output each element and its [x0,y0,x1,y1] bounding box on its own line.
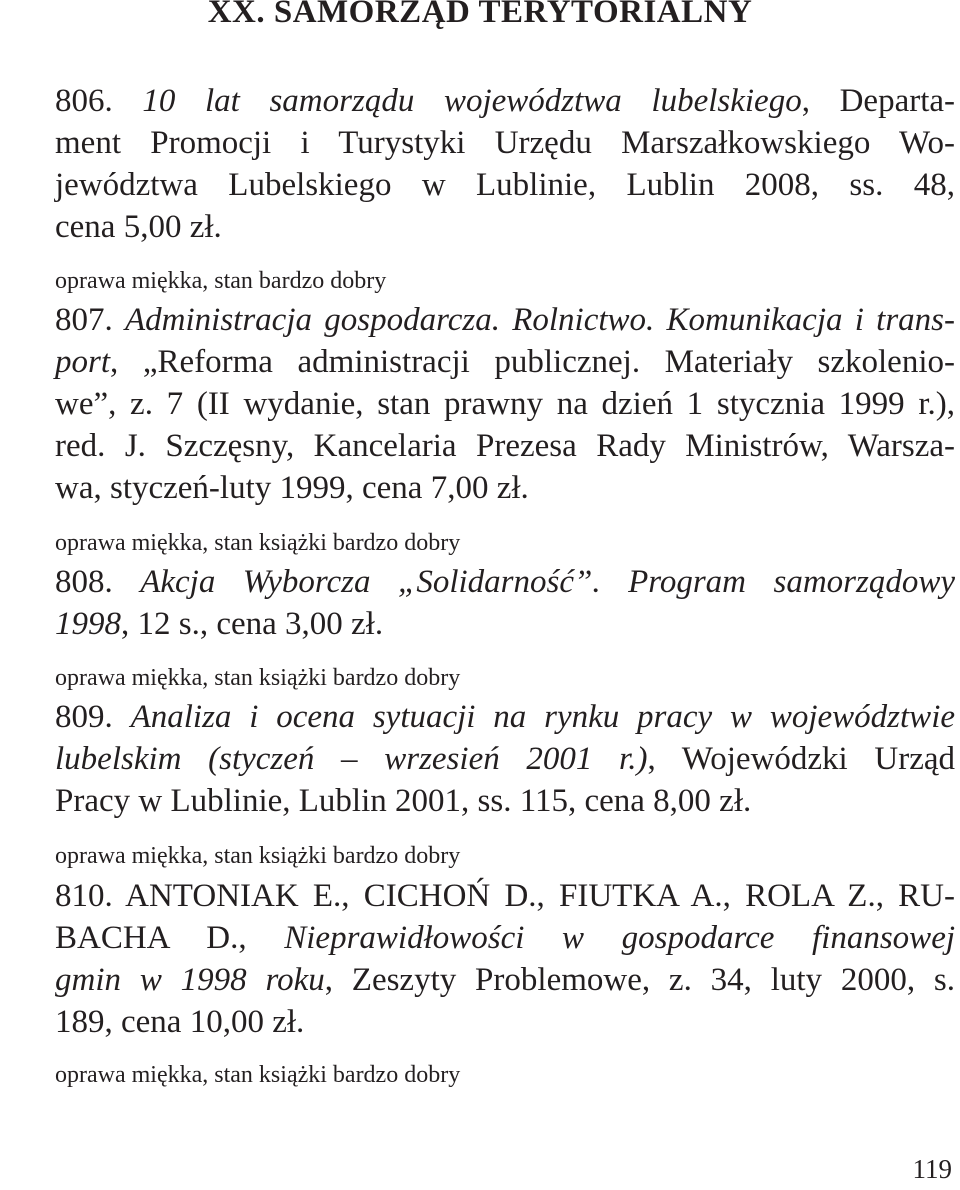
entry-806-line [55,206,955,248]
entry-text: BACHA D. [55,920,239,956]
entry-text: ment Promocji i Turystyki Urzędu Marszałkowskiego Wo- [55,125,955,161]
entry-title-text: gmin w 1998 roku [55,962,325,998]
entry-808-line [55,561,955,603]
entry-title-text: port [55,344,111,380]
entry-806-line [55,122,955,164]
entry-text: , 12 s., cena 3,00 zł. [121,606,384,642]
entry-807-line [55,383,955,425]
entry-807-line [55,425,955,467]
entry-title-text: lubelskim (styczeń – wrzesień 2001 r.) [55,741,648,777]
entry-title-text: Administracja gospodarcza. Rolnictwo. Komunikacja i trans- [125,302,955,338]
entry-810-line [55,959,955,1001]
entry-text: 809. [55,699,131,735]
entry-text: jewództwa Lubelskiego w Lublinie, Lublin 2008, ss. 48, [55,167,955,203]
entry-809-line [55,696,955,738]
entry-text: we”, z. 7 (II wydanie, stan prawny na dzień 1 stycznia 1999 r.), [55,386,955,422]
entry-condition: oprawa miękka, stan książki bardzo dobry [55,843,461,869]
entry-text: , Wojewódzki Urząd [647,741,955,777]
entry-807-line [55,341,955,383]
entry-text: 810. ANTONIAK E., CICHOŃ D., FIUTKA A., ROLA Z., RU- [55,878,955,914]
entry-condition: oprawa miękka, stan książki bardzo dobry [55,665,461,691]
entry-809-line [55,780,955,822]
entry-807-line [55,467,955,509]
entry-808-line [55,603,955,645]
entry-text: Pracy w Lublinie, Lublin 2001, ss. 115, cena 8,00 zł. [55,783,752,819]
entry-810-line [55,1001,955,1043]
entry-807-line [55,299,955,341]
section-heading: XX. SAMORZĄD TERYTORIALNY [207,0,753,30]
entry-810-line [55,875,955,917]
entry-text: , [238,920,285,956]
entry-text: 807. [55,302,125,338]
entry-text: , Departa- [801,83,956,119]
entry-text: wa, styczeń-luty 1999, cena 7,00 zł. [55,470,529,506]
entry-809-line [55,738,955,780]
entry-condition: oprawa miękka, stan bardzo dobry [55,268,387,294]
entry-text: 808. [55,564,141,600]
entry-806-line [55,164,955,206]
entry-title-text: Analiza i ocena sytuacji na rynku pracy w województwie [130,699,956,735]
entry-text: cena 5,00 zł. [55,209,222,245]
entry-condition: oprawa miękka, stan książki bardzo dobry [55,1062,461,1088]
entry-806-line [55,80,955,122]
entry-title-text: 10 lat samorządu województwa lubelskiego [142,83,802,119]
entry-text: 806. [55,83,143,119]
entry-title-text: Nieprawidłowości w gospodarce finansowej [284,920,956,956]
entry-condition: oprawa miękka, stan książki bardzo dobry [55,530,461,556]
entry-text: , Zeszyty Problemowe, z. 34, luty 2000, s. [324,962,955,998]
entry-title-text: Akcja Wyborcza „Solidarność”. Program samorządowy [140,564,955,600]
entry-text: 189, cena 10,00 zł. [55,1004,305,1040]
page-number: 119 [912,1154,952,1184]
entry-810-line [55,917,955,959]
entry-title-text: 1998 [55,606,121,642]
entry-text: red. J. Szczęsny, Kancelaria Prezesa Rady Ministrów, Warsza- [55,428,955,464]
entry-text: , „Reforma administracji publicznej. Materiały szkolenio- [110,344,955,380]
